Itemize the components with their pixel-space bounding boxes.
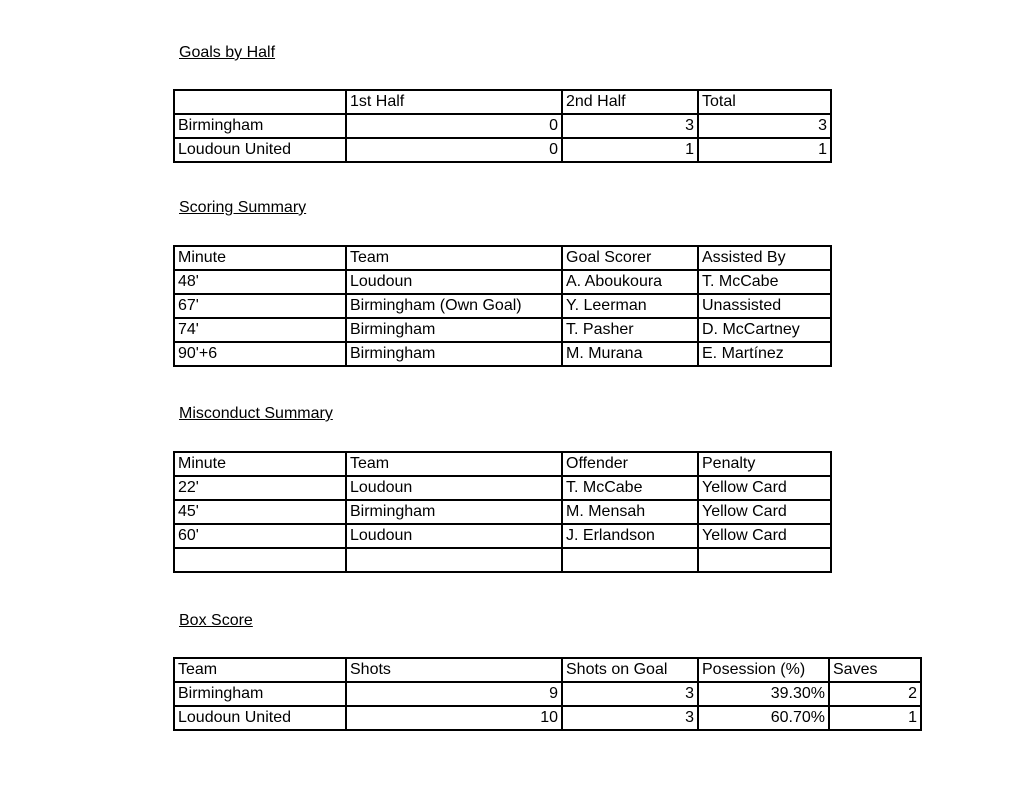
table-header-row bbox=[174, 90, 831, 114]
header-cell: Posession (%) bbox=[698, 658, 829, 682]
offender-cell: J. Erlandson bbox=[562, 524, 698, 548]
offender-cell: M. Mensah bbox=[562, 500, 698, 524]
goals-by-half-title: Goals by Half bbox=[179, 44, 276, 61]
offender-cell: T. McCabe bbox=[562, 476, 698, 500]
scorer-cell: Y. Leerman bbox=[562, 294, 698, 318]
shots-cell: 9 bbox=[346, 682, 562, 706]
offender-cell bbox=[562, 548, 698, 572]
table-row bbox=[174, 318, 831, 342]
first-half-cell: 0 bbox=[346, 138, 562, 162]
table-row bbox=[174, 294, 831, 318]
team-cell: Birmingham bbox=[174, 682, 346, 706]
header-cell: Team bbox=[346, 452, 562, 476]
table-row bbox=[174, 524, 831, 548]
header-cell: 1st Half bbox=[346, 90, 562, 114]
header-cell: Team bbox=[174, 658, 346, 682]
table-row bbox=[174, 500, 831, 524]
header-cell: Shots bbox=[346, 658, 562, 682]
saves-cell: 2 bbox=[829, 682, 921, 706]
team-cell: Birmingham bbox=[346, 342, 562, 366]
saves-cell: 1 bbox=[829, 706, 921, 730]
minute-cell: 90'+6 bbox=[174, 342, 346, 366]
team-cell: Loudoun United bbox=[174, 138, 346, 162]
team-cell: Birmingham bbox=[346, 318, 562, 342]
assist-cell: T. McCabe bbox=[698, 270, 831, 294]
shots-on-goal-cell: 3 bbox=[562, 706, 698, 730]
table-row bbox=[174, 682, 921, 706]
scoring-summary-table bbox=[173, 245, 832, 367]
header-cell: Goal Scorer bbox=[562, 246, 698, 270]
team-cell: Loudoun bbox=[346, 524, 562, 548]
team-cell: Loudoun bbox=[346, 270, 562, 294]
minute-cell: 48' bbox=[174, 270, 346, 294]
misconduct-summary-table bbox=[173, 451, 832, 573]
table-row bbox=[174, 476, 831, 500]
assist-cell: Unassisted bbox=[698, 294, 831, 318]
team-cell bbox=[346, 548, 562, 572]
box-score-title: Box Score bbox=[179, 612, 253, 629]
header-cell: Minute bbox=[174, 452, 346, 476]
misconduct-summary-title: Misconduct Summary bbox=[179, 405, 333, 422]
possession-cell: 39.30% bbox=[698, 682, 829, 706]
team-cell: Birmingham bbox=[346, 500, 562, 524]
table-row bbox=[174, 114, 831, 138]
header-cell: Shots on Goal bbox=[562, 658, 698, 682]
table-header-row bbox=[174, 658, 921, 682]
shots-on-goal-cell: 3 bbox=[562, 682, 698, 706]
minute-cell: 45' bbox=[174, 500, 346, 524]
header-cell: Assisted By bbox=[698, 246, 831, 270]
total-cell: 1 bbox=[698, 138, 831, 162]
total-cell: 3 bbox=[698, 114, 831, 138]
table-row bbox=[174, 270, 831, 294]
penalty-cell: Yellow Card bbox=[698, 524, 831, 548]
shots-cell: 10 bbox=[346, 706, 562, 730]
table-row bbox=[174, 706, 921, 730]
second-half-cell: 1 bbox=[562, 138, 698, 162]
table-row bbox=[174, 548, 831, 572]
scoring-summary-title: Scoring Summary bbox=[179, 199, 307, 216]
assist-cell: E. Martínez bbox=[698, 342, 831, 366]
scorer-cell: M. Murana bbox=[562, 342, 698, 366]
penalty-cell bbox=[698, 548, 831, 572]
minute-cell: 60' bbox=[174, 524, 346, 548]
penalty-cell: Yellow Card bbox=[698, 500, 831, 524]
table-row bbox=[174, 342, 831, 366]
minute-cell: 74' bbox=[174, 318, 346, 342]
scorer-cell: A. Aboukoura bbox=[562, 270, 698, 294]
scorer-cell: T. Pasher bbox=[562, 318, 698, 342]
table-header-row bbox=[174, 452, 831, 476]
minute-cell: 67' bbox=[174, 294, 346, 318]
header-cell: Team bbox=[346, 246, 562, 270]
header-cell: Saves bbox=[829, 658, 921, 682]
header-cell: Penalty bbox=[698, 452, 831, 476]
penalty-cell: Yellow Card bbox=[698, 476, 831, 500]
team-cell: Birmingham bbox=[174, 114, 346, 138]
header-cell: 2nd Half bbox=[562, 90, 698, 114]
table-header-row bbox=[174, 246, 831, 270]
second-half-cell: 3 bbox=[562, 114, 698, 138]
team-cell: Loudoun United bbox=[174, 706, 346, 730]
assist-cell: D. McCartney bbox=[698, 318, 831, 342]
minute-cell bbox=[174, 548, 346, 572]
table-row bbox=[174, 138, 831, 162]
goals-by-half-table bbox=[173, 89, 832, 163]
header-cell: Minute bbox=[174, 246, 346, 270]
header-cell bbox=[174, 90, 346, 114]
box-score-table bbox=[173, 657, 922, 731]
first-half-cell: 0 bbox=[346, 114, 562, 138]
team-cell: Loudoun bbox=[346, 476, 562, 500]
possession-cell: 60.70% bbox=[698, 706, 829, 730]
minute-cell: 22' bbox=[174, 476, 346, 500]
header-cell: Total bbox=[698, 90, 831, 114]
header-cell: Offender bbox=[562, 452, 698, 476]
team-cell: Birmingham (Own Goal) bbox=[346, 294, 562, 318]
